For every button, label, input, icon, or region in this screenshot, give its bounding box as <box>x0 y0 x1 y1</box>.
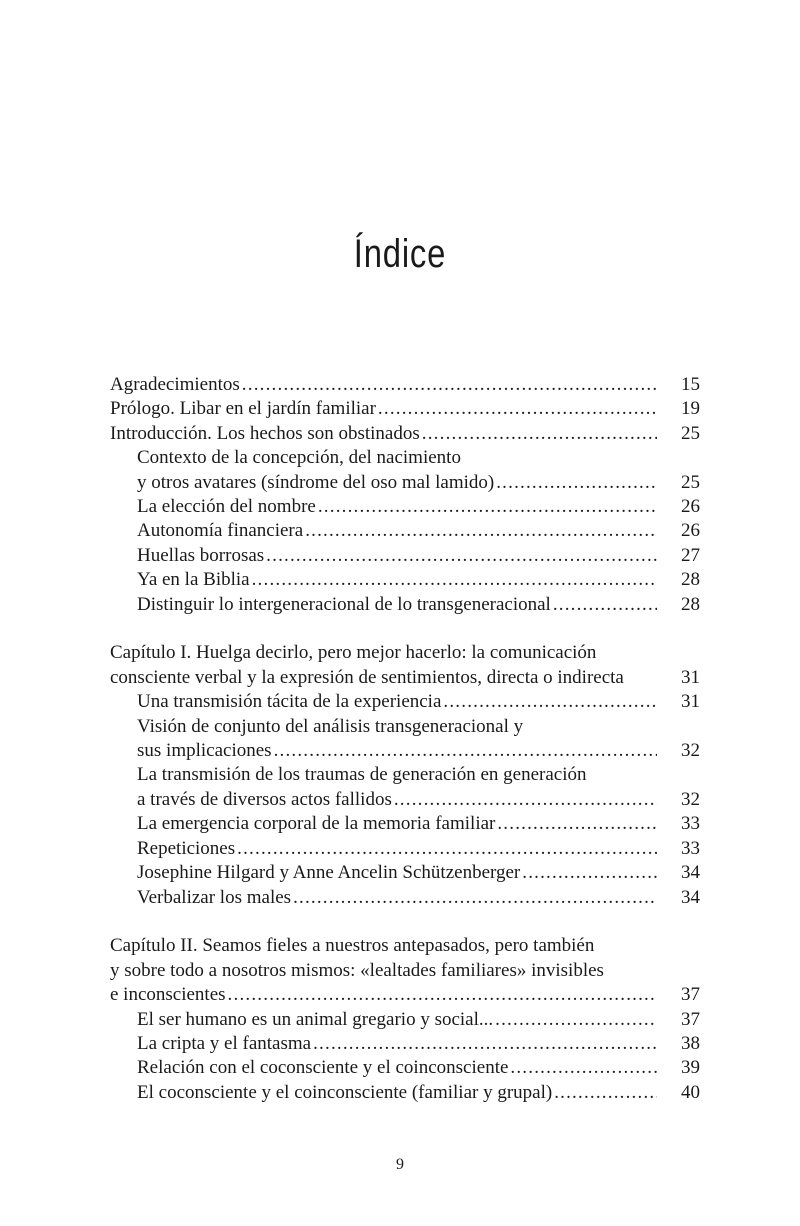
toc-entry[interactable] <box>110 812 700 836</box>
toc-page-number: 25 <box>681 471 700 493</box>
toc-entry-title: Capítulo I. Huelga decirlo, pero mejor hacerlo: la comunicación <box>110 642 597 664</box>
dot-leader <box>274 739 657 763</box>
toc-entry-title: Ya en la Biblia <box>137 569 250 591</box>
dot-leader <box>394 788 657 812</box>
toc-page-number: 39 <box>681 1057 700 1079</box>
toc-entry-title: La elección del nombre <box>137 496 316 518</box>
toc-entry-title: Capítulo II. Seamos fieles a nuestros antepasados, pero también <box>110 935 595 957</box>
toc-section <box>110 373 700 617</box>
page-title: Índice <box>353 232 447 276</box>
toc-page-number: 25 <box>681 422 700 444</box>
dot-leader <box>378 397 657 421</box>
toc-page-number: 19 <box>681 398 700 420</box>
toc-entry-title: Agradecimientos <box>110 374 240 395</box>
toc-entry-title: Una transmisión tácita de la experiencia <box>137 691 442 713</box>
toc-entry[interactable] <box>110 1032 700 1056</box>
toc-entry[interactable] <box>110 641 700 690</box>
toc-entry[interactable] <box>110 1056 700 1080</box>
toc-entry-title: Huellas borrosas <box>137 544 265 566</box>
toc-page-number: 31 <box>681 666 700 688</box>
toc-entry-title: La cripta y el fantasma <box>137 1032 312 1054</box>
toc-page-number: 32 <box>681 740 700 762</box>
toc-entry[interactable] <box>110 837 700 861</box>
dot-leader <box>293 886 657 910</box>
toc-page-number: 33 <box>681 837 700 859</box>
toc-entry-title: Relación con el coconsciente y el coinconsciente <box>137 1057 509 1079</box>
toc-entry[interactable] <box>110 690 700 714</box>
toc-page-number: 33 <box>681 813 700 835</box>
toc-entry-title: Verbalizar los males <box>137 886 292 908</box>
dot-leader <box>228 983 657 1007</box>
toc-page-number: 37 <box>681 984 700 1006</box>
dot-leader <box>305 519 657 543</box>
page-number: 9 <box>396 1156 404 1173</box>
toc-page-number: 28 <box>681 569 700 591</box>
toc-entry-title: consciente verbal y la expresión de sentimientos, directa o indirecta <box>110 666 624 688</box>
toc-page-number: 38 <box>681 1032 700 1054</box>
toc-page-number: 15 <box>681 374 700 395</box>
dot-leader <box>443 690 657 714</box>
toc-page-number: 34 <box>681 886 700 908</box>
toc-entry-title: Distinguir lo intergeneracional de lo transgeneracional <box>137 593 551 615</box>
dot-leader <box>252 568 657 592</box>
toc-page-number: 31 <box>681 691 700 713</box>
toc-entry[interactable] <box>110 861 700 885</box>
toc-entry-title: Autonomía financiera <box>137 520 304 542</box>
dot-leader <box>266 544 657 568</box>
toc-entry[interactable] <box>110 495 700 519</box>
toc-entry[interactable] <box>110 422 700 446</box>
dot-leader <box>496 471 657 495</box>
table-of-contents <box>110 373 700 1130</box>
dot-leader <box>497 812 657 836</box>
toc-entry[interactable] <box>110 446 700 495</box>
dot-leader <box>553 593 657 617</box>
toc-page-number: 28 <box>681 593 700 615</box>
dot-leader <box>495 1008 657 1032</box>
toc-section <box>110 934 700 1105</box>
toc-entry-title: Repeticiones <box>137 837 236 859</box>
toc-entry[interactable] <box>110 715 700 764</box>
toc-entry[interactable] <box>110 886 700 910</box>
toc-entry[interactable] <box>110 568 700 592</box>
toc-page-number: 40 <box>681 1081 700 1103</box>
dot-leader <box>237 837 657 861</box>
toc-entry-title: Josephine Hilgard y Anne Ancelin Schützenberger <box>137 862 521 884</box>
toc-entry[interactable] <box>110 519 700 543</box>
toc-entry-title: Introducción. Los hechos son obstinados <box>110 422 420 444</box>
toc-page-number: 26 <box>681 520 700 542</box>
toc-entry[interactable] <box>110 544 700 568</box>
toc-entry[interactable] <box>110 1081 700 1105</box>
toc-entry-title: El coconsciente y el coinconsciente (familiar y grupal) <box>137 1081 553 1103</box>
toc-entry[interactable] <box>110 934 700 1007</box>
toc-entry[interactable] <box>110 763 700 812</box>
dot-leader <box>313 1032 657 1056</box>
toc-entry-title: sus implicaciones <box>137 740 272 762</box>
dot-leader <box>242 373 657 397</box>
toc-entry[interactable] <box>110 1008 700 1032</box>
toc-entry-title: Prólogo. Libar en el jardín familiar <box>110 398 376 420</box>
toc-page-number: 27 <box>681 544 700 566</box>
toc-entry-title: Visión de conjunto del análisis transgeneracional y <box>137 715 524 737</box>
dot-leader <box>422 422 657 446</box>
toc-entry-title: La emergencia corporal de la memoria familiar <box>137 813 496 835</box>
toc-entry-title: El ser humano es un animal gregario y social... <box>137 1008 494 1030</box>
toc-entry-title: La transmisión de los traumas de generación en generación <box>137 764 587 786</box>
toc-page-number: 26 <box>681 496 700 518</box>
toc-entry[interactable] <box>110 397 700 421</box>
toc-entry-title: a través de diversos actos fallidos <box>137 788 392 810</box>
dot-leader <box>510 1056 657 1080</box>
toc-page-number: 37 <box>681 1008 700 1030</box>
dot-leader <box>554 1081 657 1105</box>
toc-entry[interactable] <box>110 373 700 397</box>
toc-entry-title: Contexto de la concepción, del nacimiento <box>137 447 461 469</box>
toc-page-number: 34 <box>681 862 700 884</box>
toc-entry[interactable] <box>110 593 700 617</box>
toc-section <box>110 641 700 909</box>
toc-entry-title: e inconscientes <box>110 984 226 1006</box>
dot-leader <box>318 495 657 519</box>
toc-page-number: 32 <box>681 788 700 810</box>
dot-leader <box>522 861 657 885</box>
toc-entry-title: y sobre todo a nosotros mismos: «lealtades familiares» invisibles <box>110 959 604 981</box>
toc-entry-title: y otros avatares (síndrome del oso mal lamido) <box>137 471 495 493</box>
